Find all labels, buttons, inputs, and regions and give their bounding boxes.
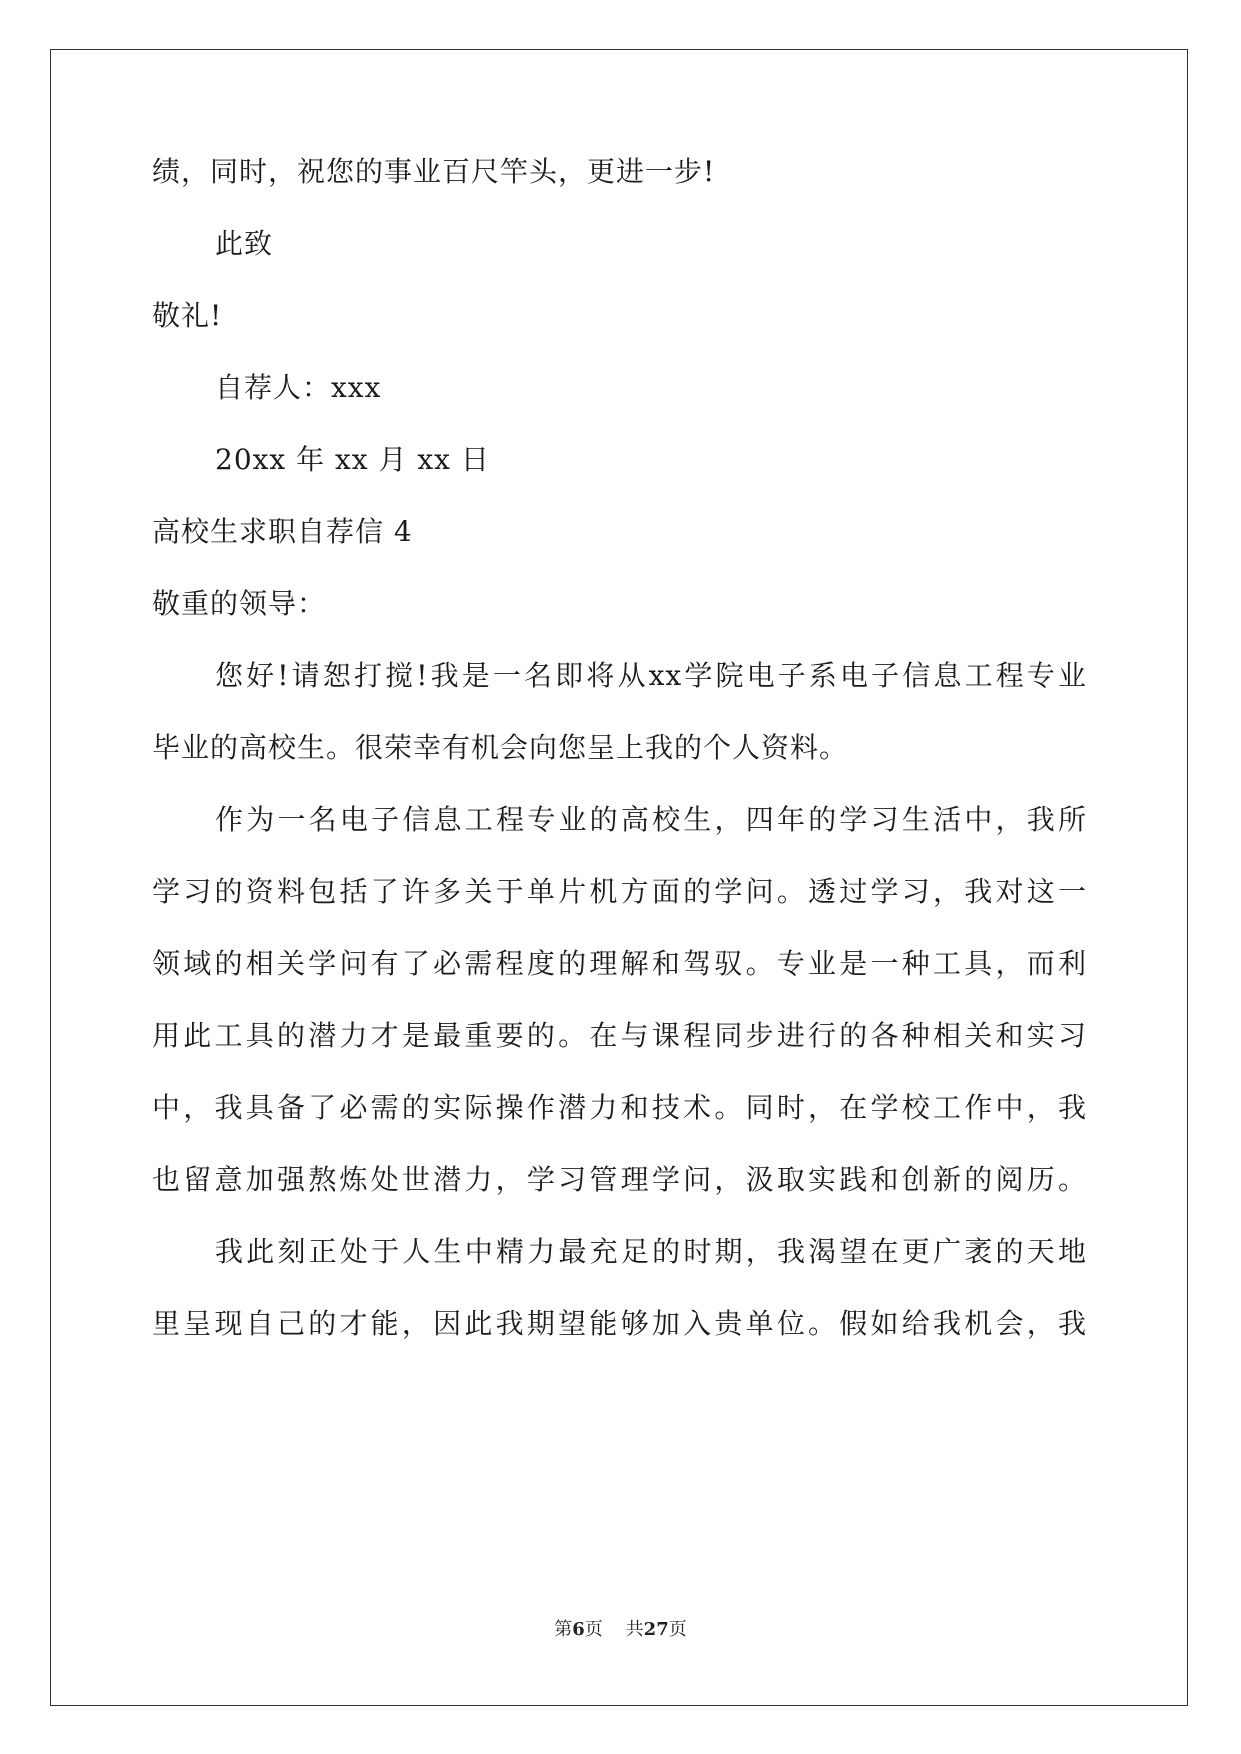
section-heading: 高校生求职自荐信 4 [152, 515, 413, 548]
footer-total-unit: 页 [668, 1619, 687, 1640]
footer-total-pages: 27 [643, 1619, 669, 1640]
text-line-closing-wish: 绩，同时，祝您的事业百尺竿头，更进一步! [152, 155, 716, 188]
footer-prefix: 第 [554, 1619, 573, 1640]
paragraph-line: 也留意加强熬炼处世潜力，学习管理学问，汲取实践和创新的阅历。 [152, 1163, 1087, 1196]
text-line-regards: 敬礼! [152, 299, 223, 332]
text-line-signature: 自荐人：xxx [215, 371, 382, 404]
paragraph-line: 里呈现自己的才能，因此我期望能够加入贵单位。假如给我机会，我 [152, 1307, 1087, 1340]
footer-page-unit: 页 [584, 1619, 603, 1640]
footer-page-number: 6 [572, 1619, 585, 1640]
paragraph-line: 中，我具备了必需的实际操作潜力和技术。同时，在学校工作中，我 [152, 1091, 1087, 1124]
paragraph-line: 您好!请恕打搅!我是一名即将从xx学院电子系电子信息工程专业 [215, 659, 1087, 692]
paragraph-line: 领域的相关学问有了必需程度的理解和驾驭。专业是一种工具，而利 [152, 947, 1087, 980]
paragraph-line: 我此刻正处于人生中精力最充足的时期，我渴望在更广袤的天地 [215, 1235, 1087, 1268]
text-line-salutation: 此致 [215, 227, 274, 260]
text-line-date: 20xx 年 xx 月 xx 日 [215, 443, 490, 476]
footer-total-prefix: 共 [625, 1619, 644, 1640]
page-footer [0, 1618, 1241, 1642]
paragraph-line: 作为一名电子信息工程专业的高校生，四年的学习生活中，我所 [215, 803, 1087, 836]
paragraph-line: 用此工具的潜力才是最重要的。在与课程同步进行的各种相关和实习 [152, 1019, 1087, 1052]
paragraph-line: 毕业的高校生。很荣幸有机会向您呈上我的个人资料。 [152, 731, 849, 764]
paragraph-line: 学习的资料包括了许多关于单片机方面的学问。透过学习，我对这一 [152, 875, 1087, 908]
text-line-greeting: 敬重的领导： [152, 587, 327, 620]
